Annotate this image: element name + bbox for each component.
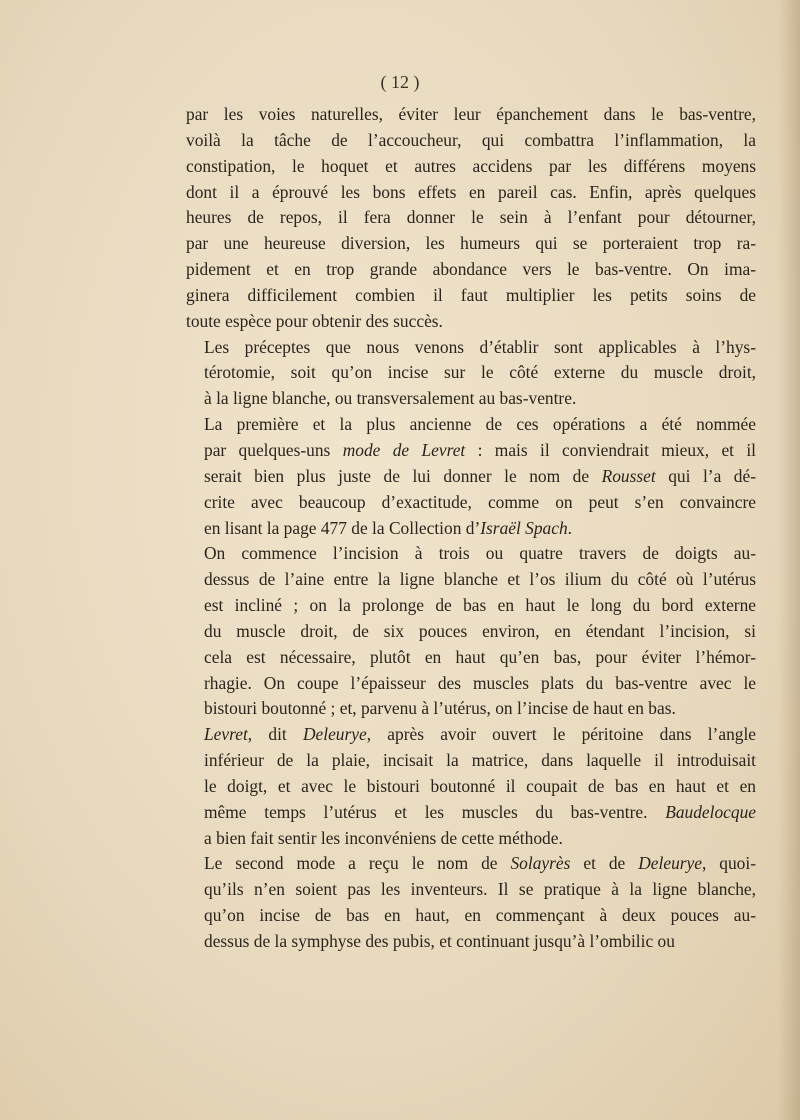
paragraph bbox=[186, 851, 756, 954]
text-line: dont il a éprouvé les bons effets en pareil cas. Enfin, après quelques bbox=[186, 181, 756, 202]
text-line: le doigt, et avec le bistouri boutonné il coupait de bas en haut et en bbox=[204, 775, 756, 796]
paragraph bbox=[186, 412, 756, 541]
text-line: heures de repos, il fera donner le sein à l’enfant pour détourner, bbox=[186, 207, 756, 228]
page-edge-shadow bbox=[778, 0, 800, 1120]
text-line: Les préceptes que nous venons d’établir sont applicables à l’hys- bbox=[204, 336, 756, 357]
page-number: ( 12 ) bbox=[380, 72, 420, 92]
text-line: par les voies naturelles, éviter leur épanchement dans le bas-ventre, bbox=[186, 104, 756, 124]
text-line: qu’ils n’en soient pas les inventeurs. Il se pratique à la ligne blanche, bbox=[204, 879, 756, 900]
text-line: Le second mode a reçu le nom de Solayrès et de Deleurye, quoi- bbox=[204, 853, 757, 874]
text-line: par quelques-uns mode de Levret : mais il conviendrait mieux, et il bbox=[204, 439, 757, 460]
text-line: dessus de l’aine entre la ligne blanche et l’os ilium du côté où l’utérus bbox=[204, 569, 756, 590]
text-line: bistouri boutonné ; et, parvenu à l’utérus, on l’incise de haut en bas. bbox=[204, 698, 676, 719]
text-line: La première et la plus ancienne de ces opérations a été nommée bbox=[204, 414, 756, 435]
text-line: est incliné ; on la prolonge de bas en haut le long du bord externe bbox=[204, 595, 756, 616]
text-line: cela est nécessaire, plutôt en haut qu’en bas, pour éviter l’hémor- bbox=[204, 646, 756, 667]
text-line: dessus de la symphyse des pubis, et continuant jusqu’à l’ombilic ou bbox=[204, 931, 675, 951]
text-line: pidement et en trop grande abondance vers le bas-ventre. On ima- bbox=[186, 259, 756, 280]
text-line: constipation, le hoquet et autres accidens par les différens moyens bbox=[186, 155, 756, 176]
text-line: voilà la tâche de l’accoucheur, qui combattra l’inflammation, la bbox=[186, 129, 756, 150]
text-line: à la ligne blanche, ou transversalement au bas-ventre. bbox=[204, 388, 577, 409]
text-line: par une heureuse diversion, les humeurs qui se porteraient trop ra- bbox=[186, 233, 756, 254]
paragraph bbox=[186, 102, 756, 335]
text-line: en lisant la page 477 de la Collection d’Israël Spach. bbox=[204, 517, 573, 538]
text-line: On commence l’incision à trois ou quatre travers de doigts au- bbox=[204, 543, 756, 564]
text-line: térotomie, soit qu’on incise sur le côté externe du muscle droit, bbox=[204, 362, 756, 383]
text-line: Levret, dit Deleurye, après avoir ouvert le péritoine dans l’angle bbox=[204, 724, 757, 745]
text-line: toute espèce pour obtenir des succès. bbox=[186, 310, 443, 331]
text-line: serait bien plus juste de lui donner le nom de Rousset qui l’a dé- bbox=[204, 465, 757, 486]
text-line: du muscle droit, de six pouces environ, en étendant l’incision, si bbox=[204, 620, 756, 641]
text-line: même temps l’utérus et les muscles du bas-ventre. Baudelocque bbox=[204, 801, 756, 822]
text-line: a bien fait sentir les inconvéniens de cette méthode. bbox=[204, 827, 563, 848]
body-text bbox=[186, 102, 756, 955]
paragraph bbox=[186, 335, 756, 413]
text-line: inférieur de la plaie, incisait la matrice, dans laquelle il introduisait bbox=[204, 750, 756, 771]
paragraph bbox=[186, 541, 756, 722]
text-line: crite avec beaucoup d’exactitude, comme on peut s’en convaincre bbox=[204, 491, 756, 512]
text-line: ginera difficilement combien il faut multiplier les petits soins de bbox=[186, 284, 756, 305]
text-line: rhagie. On coupe l’épaisseur des muscles plats du bas-ventre avec le bbox=[204, 672, 756, 693]
paragraph bbox=[186, 722, 756, 851]
text-line: qu’on incise de bas en haut, en commençant à deux pouces au- bbox=[204, 905, 756, 926]
